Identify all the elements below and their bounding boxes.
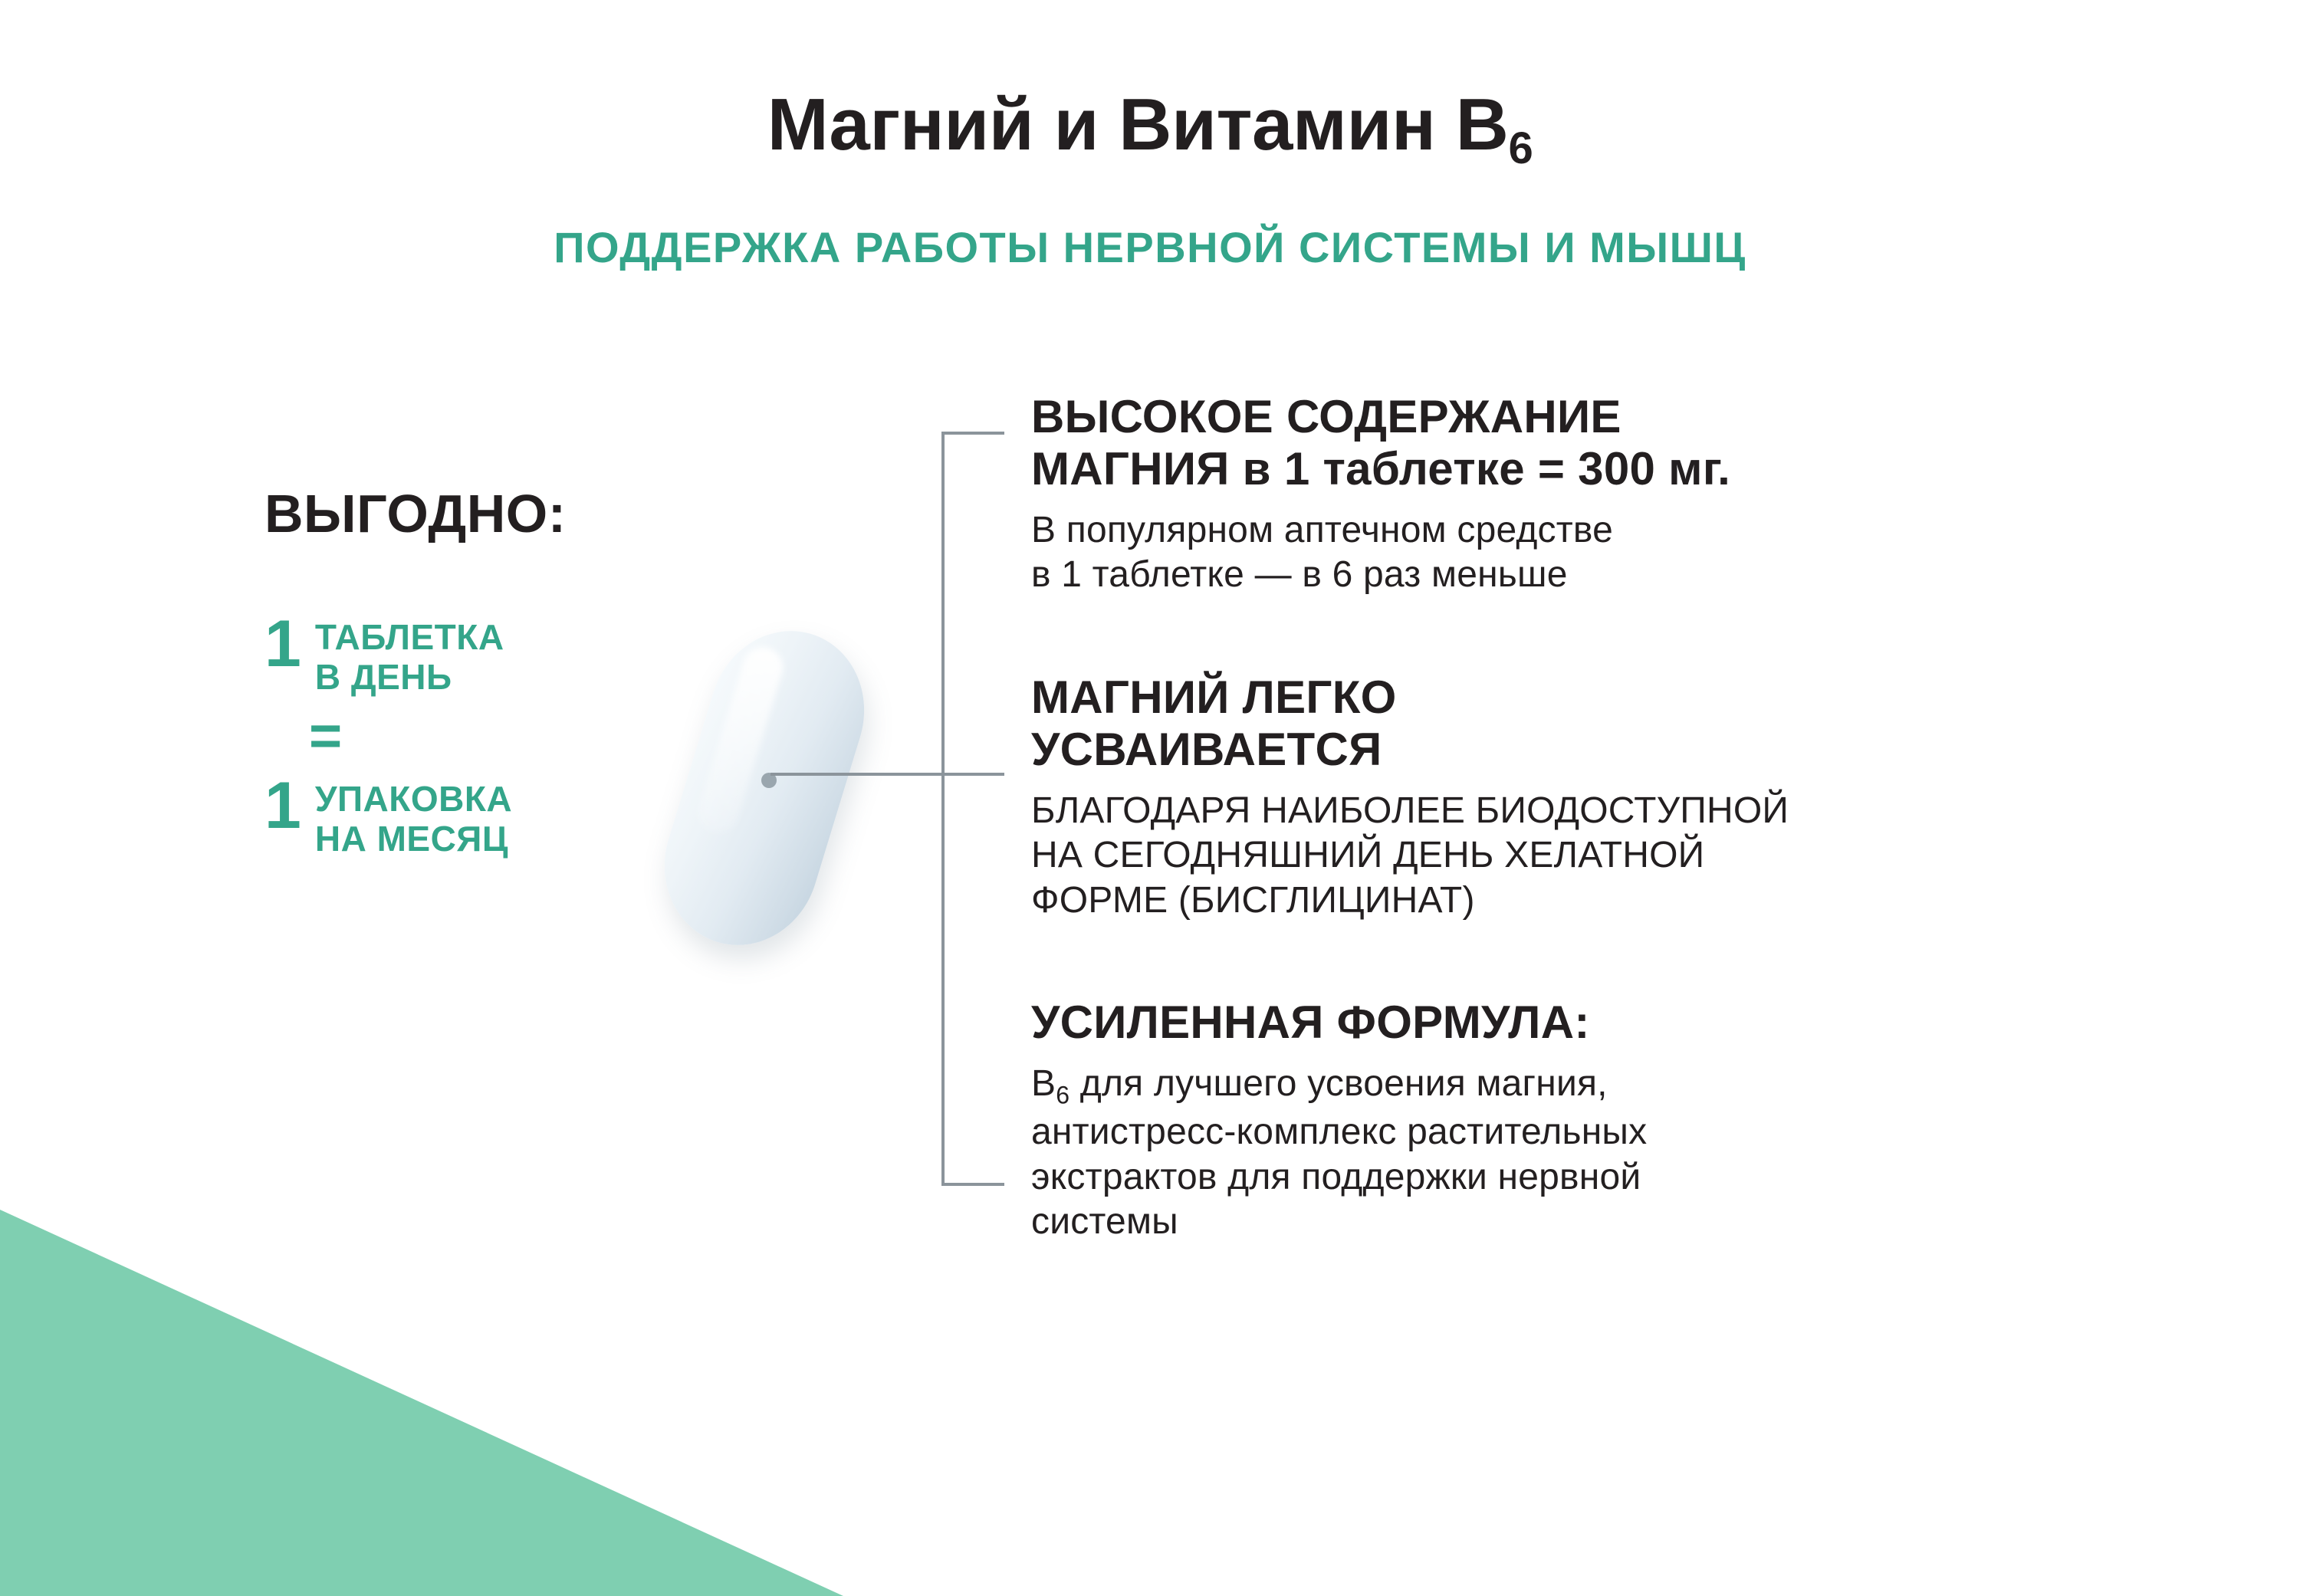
feature-heading bbox=[1031, 672, 2227, 777]
dosage-ratio-group bbox=[264, 607, 663, 859]
page-title-subscript: 6 bbox=[1508, 123, 1533, 173]
page-title-main: Магний и Витамин B bbox=[767, 84, 1509, 166]
feature-body bbox=[1031, 789, 2227, 924]
feature-body-line3: экстрактов для поддержки нервной bbox=[1031, 1156, 1641, 1197]
feature-item-absorption bbox=[1031, 672, 2227, 923]
decorative-corner-shape bbox=[0, 1059, 843, 1596]
dosage-label-tablet bbox=[315, 613, 504, 697]
vitamin-b-subscript: 6 bbox=[1056, 1081, 1070, 1109]
feature-heading-line1: ВЫСОКОЕ СОДЕРЖАНИЕ bbox=[1031, 391, 1622, 442]
feature-heading bbox=[1031, 391, 2227, 496]
page-subtitle: ПОДДЕРЖКА РАБОТЫ НЕРВНОЙ СИСТЕМЫ И МЫШЦ bbox=[554, 223, 1746, 271]
feature-body-line3: ФОРМЕ (БИСГЛИЦИНАТ) bbox=[1031, 879, 1475, 921]
tablet-shape bbox=[644, 612, 885, 964]
feature-heading-line1: УСИЛЕННАЯ ФОРМУЛА: bbox=[1031, 997, 1590, 1049]
equals-sign: = bbox=[309, 704, 343, 768]
dosage-label-tablet-line1: ТАБЛЕТКА bbox=[314, 617, 504, 657]
feature-heading-line2: УСВАИВАЕТСЯ bbox=[1031, 724, 1382, 776]
page-title bbox=[0, 83, 2300, 173]
dosage-label-tablet-line2: В ДЕНЬ bbox=[314, 656, 452, 697]
vitamin-b-label: B bbox=[1031, 1062, 1056, 1104]
feature-body-line1-text: для лучшего усвоения магния, bbox=[1070, 1062, 1608, 1104]
dosage-number-pack: 1 bbox=[264, 769, 301, 843]
feature-body-line1: В популярном аптечном средстве bbox=[1031, 509, 1613, 550]
feature-body-line4: системы bbox=[1031, 1201, 1178, 1243]
feature-body-line2: НА СЕГОДНЯШНИЙ ДЕНЬ ХЕЛАТНОЙ bbox=[1031, 835, 1705, 876]
feature-item-enhanced-formula bbox=[1031, 997, 2227, 1245]
dosage-label-pack-line1: УПАКОВКА bbox=[314, 779, 513, 819]
feature-body-line2: антистресс-комплекс растительных bbox=[1031, 1112, 1648, 1153]
feature-body-line1 bbox=[1031, 1062, 2227, 1111]
feature-body-line2: в 1 таблетке — в 6 раз меньше bbox=[1031, 554, 1568, 596]
feature-item-magnesium-content bbox=[1031, 391, 2227, 598]
dosage-row-per-month bbox=[264, 769, 663, 859]
feature-body bbox=[1031, 1062, 2227, 1245]
dosage-row-per-day bbox=[264, 607, 663, 697]
feature-body-line1: БЛАГОДАРЯ НАИБОЛЕЕ БИОДОСТУПНОЙ bbox=[1031, 790, 1789, 831]
dosage-label-pack bbox=[315, 775, 512, 859]
callout-anchor-dot bbox=[761, 773, 777, 788]
feature-heading bbox=[1031, 997, 2227, 1049]
feature-heading-line1: МАГНИЙ ЛЕГКО bbox=[1031, 671, 1397, 723]
feature-heading-line2: МАГНИЯ в 1 таблетке = 300 мг. bbox=[1031, 443, 1731, 495]
tablet-illustration bbox=[648, 613, 909, 974]
dosage-label-pack-line2: НА МЕСЯЦ bbox=[314, 818, 508, 859]
benefit-heading: ВЫГОДНО: bbox=[264, 484, 567, 543]
dosage-number-tablet: 1 bbox=[264, 607, 301, 681]
feature-list bbox=[1031, 391, 2227, 1286]
feature-body bbox=[1031, 508, 2227, 598]
